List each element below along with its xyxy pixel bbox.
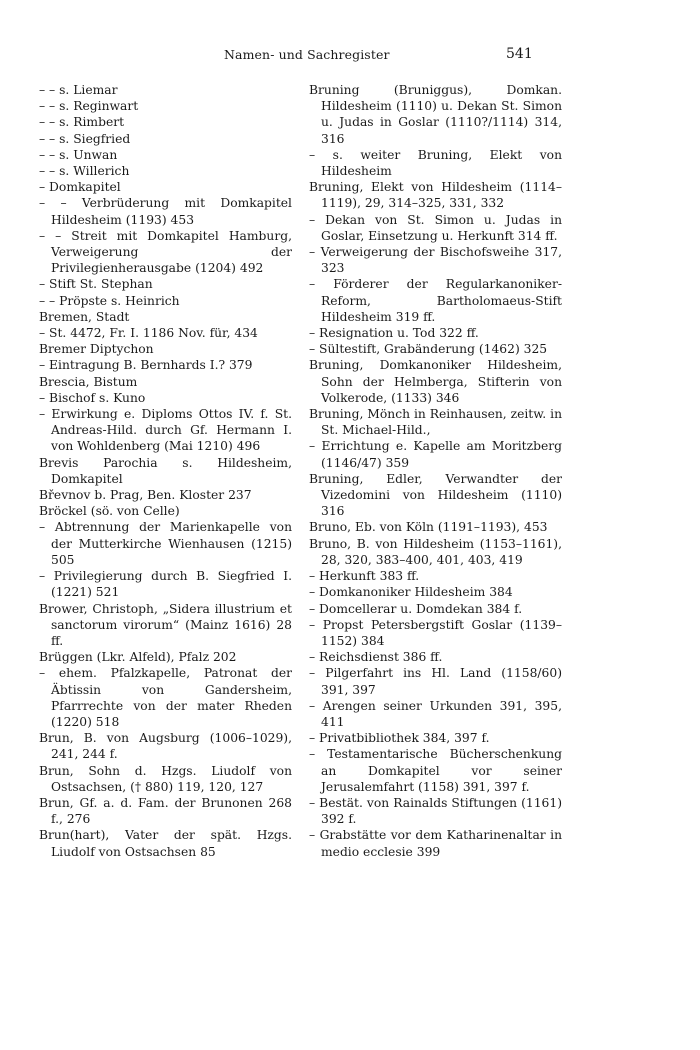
index-entry: – Privatbibliothek 384, 397 f. [309, 731, 490, 746]
index-entry: – Privilegierung durch B. Siegfried I. (1221) 521 [39, 569, 292, 600]
index-entry: – Domkapitel [39, 180, 121, 195]
running-title: Namen- und Sachregister [224, 47, 390, 62]
index-entry: – Arengen seiner Urkunden 391, 395, 411 [309, 698, 562, 729]
page-header [0, 47, 700, 67]
index-entry: – Sültestift, Grabänderung (1462) 325 [309, 342, 548, 357]
index-entry: Brun, B. von Augsburg (1006–1029), 241, 244 f. [39, 731, 292, 762]
index-entry: Bruning, Edler, Verwandter der Vizedomini von Hildesheim (1110) 316 [309, 471, 562, 519]
index-entry: – – s. Liemar [39, 83, 118, 97]
index-entry: – – Pröpste s. Heinrich [39, 293, 180, 308]
index-entry: – – s. Willerich [39, 164, 130, 179]
index-entry: Bröckel (sö. von Celle) [39, 504, 180, 519]
index-entry: – – Verbrüderung mit Domkapitel Hildesheim (1193) 453 [39, 196, 292, 227]
index-entry: – Dekan von St. Simon u. Judas in Goslar, Einsetzung u. Herkunft 314 ff. [309, 212, 562, 243]
index-entry: – Resignation u. Tod 322 ff. [309, 326, 479, 341]
index-entry: – Errichtung e. Kapelle am Moritzberg (1146/47) 359 [309, 439, 562, 470]
index-entry: – Reichsdienst 386 ff. [309, 650, 443, 665]
index-entry: Brun, Gf. a. d. Fam. der Brunonen 268 f., 276 [39, 795, 292, 827]
index-entry: – Bischof s. Kuno [39, 390, 146, 405]
index-entry: – Verweigerung der Bischofsweihe 317, 323 [309, 245, 562, 276]
index-entry: – Testamentarische Bücherschenkung an Domkapitel vor seiner Jerusalemfahrt (1158) 391, 397 f. [309, 747, 562, 794]
index-entry: Brun(hart), Vater der spät. Hzgs. Liudolf von Ostsachsen 85 [39, 828, 292, 859]
index-entry: Bruning, Mönch in Reinhausen, zeitw. in St. Michael-Hild., [309, 407, 562, 438]
index-entry: – Propst Petersbergstift Goslar (1139–1152) 384 [309, 617, 562, 648]
index-entry: – Herkunft 383 ff. [309, 569, 420, 584]
page-number: 541 [506, 46, 533, 62]
right-column [309, 82, 562, 860]
left-column [39, 82, 292, 860]
index-entry: Bruning, Elekt von Hildesheim (1114–1119), 29, 314–325, 331, 332 [309, 180, 562, 211]
index-entry: – Pilgerfahrt ins Hl. Land (1158/60) 391, 397 [309, 666, 562, 697]
index-entry: Bruning, Domkanoniker Hildesheim, Sohn der Helmberga, Stifterin von Volkerode, (1133) 346 [309, 358, 562, 405]
index-entry: Brüggen (Lkr. Alfeld), Pfalz 202 [39, 650, 237, 665]
index-entry: – Eintragung B. Bernhards I.? 379 [39, 358, 253, 373]
index-entry: – Bestät. von Rainalds Stiftungen (1161) 392 f. [309, 795, 562, 827]
index-entry: – Abtrennung der Marienkapelle von der Mutterkirche Wienhausen (1215) 505 [39, 520, 292, 567]
index-entry: Brevis Parochia s. Hildesheim, Domkapitel [39, 455, 292, 486]
index-entry: – Förderer der Regularkanoniker-Reform, Bartholomaeus-Stift Hildesheim 319 ff. [309, 277, 562, 324]
index-entry: – – s. Reginwart [39, 99, 139, 114]
index-entry: Bruno, B. von Hildesheim (1153–1161), 28, 320, 383–400, 401, 403, 419 [309, 536, 562, 567]
index-entry: – s. weiter Bruning, Elekt von Hildesheim [309, 147, 562, 179]
index-entry: – – s. Rimbert [39, 115, 125, 130]
index-entry: Brun, Sohn d. Hzgs. Liudolf von Ostsachsen, († 880) 119, 120, 127 [39, 763, 292, 794]
index-entry: – – s. Unwan [39, 147, 118, 162]
index-entry: – Stift St. Stephan [39, 277, 153, 292]
index-entry: Brower, Christoph, „Sidera illustrium et sanctorum virorum“ (Mainz 1616) 28 ff. [39, 601, 292, 648]
index-entry: – Domkanoniker Hildesheim 384 [309, 585, 513, 600]
index-entry: Bruno, Eb. von Köln (1191–1193), 453 [309, 520, 548, 535]
index-entry: Bruning (Bruniggus), Domkan. Hildesheim (1110) u. Dekan St. Simon u. Judas in Goslar (1110?/1114) 314, 316 [309, 83, 562, 146]
index-entry: Brescia, Bistum [39, 374, 138, 389]
index-entry: – Grabstätte vor dem Katharinenaltar in medio ecclesie 399 [309, 828, 562, 859]
index-entry: Bremer Diptychon [39, 342, 154, 357]
index-entry: – ehem. Pfalzkapelle, Patronat der Äbtissin von Gandersheim, Pfarrrechte von der mater Rheden (1220) 518 [39, 666, 292, 729]
index-entry: Břevnov b. Prag, Ben. Kloster 237 [39, 488, 252, 503]
index-entry: – – Streit mit Domkapitel Hamburg, Verweigerung der Privilegienherausgabe (1204) 492 [39, 228, 292, 276]
index-entry: – Domcellerar u. Domdekan 384 f. [309, 601, 523, 616]
index-entry: – St. 4472, Fr. I. 1186 Nov. für, 434 [39, 326, 258, 341]
index-entry: – – s. Siegfried [39, 131, 131, 146]
index-entry: Bremen, Stadt [39, 309, 130, 324]
index-entry: – Erwirkung e. Diploms Ottos IV. f. St. Andreas-Hild. durch Gf. Hermann I. von Wohldenberg (Mai 1210) 496 [39, 407, 292, 454]
